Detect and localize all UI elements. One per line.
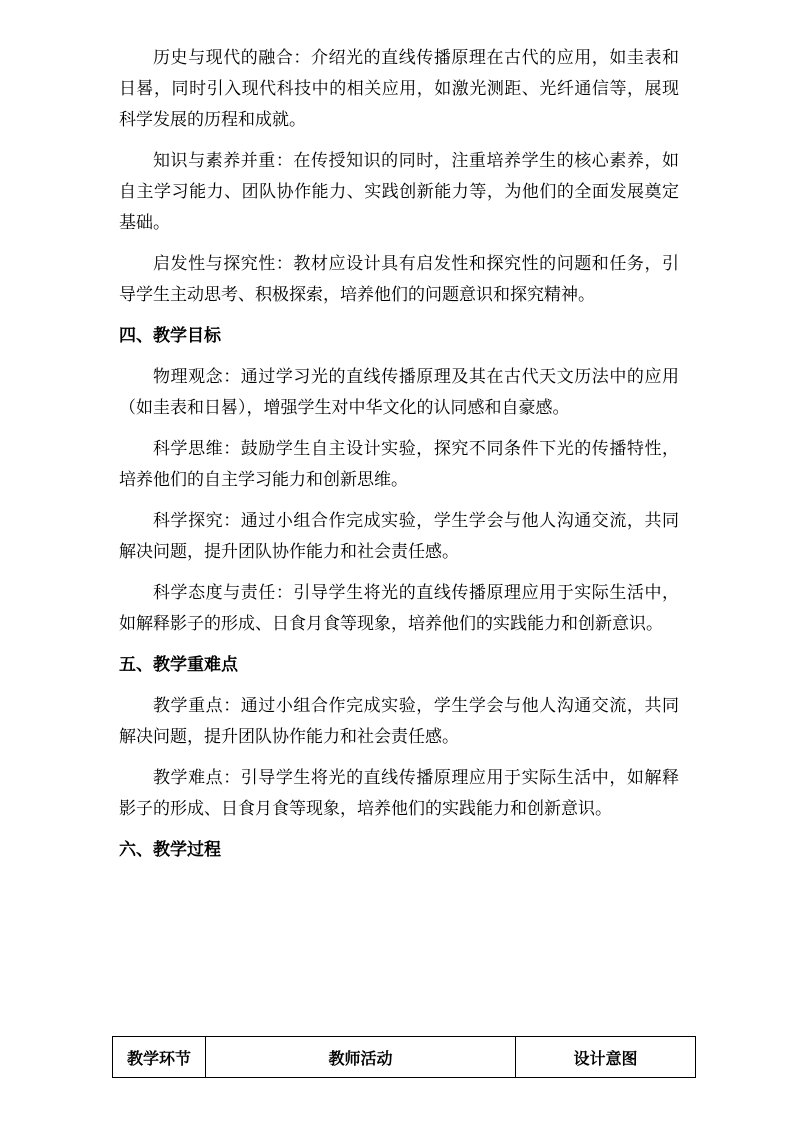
paragraph-key-point: 教学重点：通过小组合作完成实验，学生学会与他人沟通交流，共同解决问题，提升团队协作能力和社会责任感。 [119,696,679,747]
paragraph-heuristic-inquiry: 启发性与探究性：教材应设计具有启发性和探究性的问题和任务，引导学生主动思考、积极探索，培养他们的问题意识和探究精神。 [119,254,679,305]
paragraph-scientific-thinking: 科学思维：鼓励学生自主设计实验，探究不同条件下光的传播特性，培养他们的自主学习能力和创新思维。 [119,439,679,490]
paragraph-physics-concept: 物理观念：通过学习光的直线传播原理及其在古代天文历法中的应用（如圭表和日晷），增强学生对中华文化的认同感和自豪感。 [119,367,679,418]
paragraph-scientific-inquiry: 科学探究：通过小组合作完成实验，学生学会与他人沟通交流，共同解决问题，提升团队协作能力和社会责任感。 [119,511,679,562]
paragraph-history-modern: 历史与现代的融合：介绍光的直线传播原理在古代的应用，如圭表和日晷，同时引入现代科技中的相关应用，如激光测距、光纤通信等，展现科学发展的历程和成就。 [119,48,679,130]
paragraph-knowledge-literacy: 知识与素养并重：在传授知识的同时，注重培养学生的核心素养，如自主学习能力、团队协作能力、实践创新能力等，为他们的全面发展奠定基础。 [119,151,679,233]
table-header-teacher-activity: 教师活动 [206,1037,516,1078]
heading-key-difficult-points: 五、教学重难点 [119,655,238,675]
table-header-row [113,1037,696,1078]
teaching-process-table [112,1036,696,1078]
document-body [119,43,679,876]
table-header-design-intent: 设计意图 [516,1037,696,1078]
paragraph-difficult-point: 教学难点：引导学生将光的直线传播原理应用于实际生活中，如解释影子的形成、日食月食等现象，培养他们的实践能力和创新意识。 [119,768,679,819]
heading-teaching-process: 六、教学过程 [119,840,221,860]
paragraph-scientific-attitude: 科学态度与责任：引导学生将光的直线传播原理应用于实际生活中，如解释影子的形成、日食月食等现象，培养他们的实践能力和创新意识。 [119,583,679,634]
heading-teaching-objectives: 四、教学目标 [119,326,221,346]
table-header-stage: 教学环节 [113,1037,206,1078]
